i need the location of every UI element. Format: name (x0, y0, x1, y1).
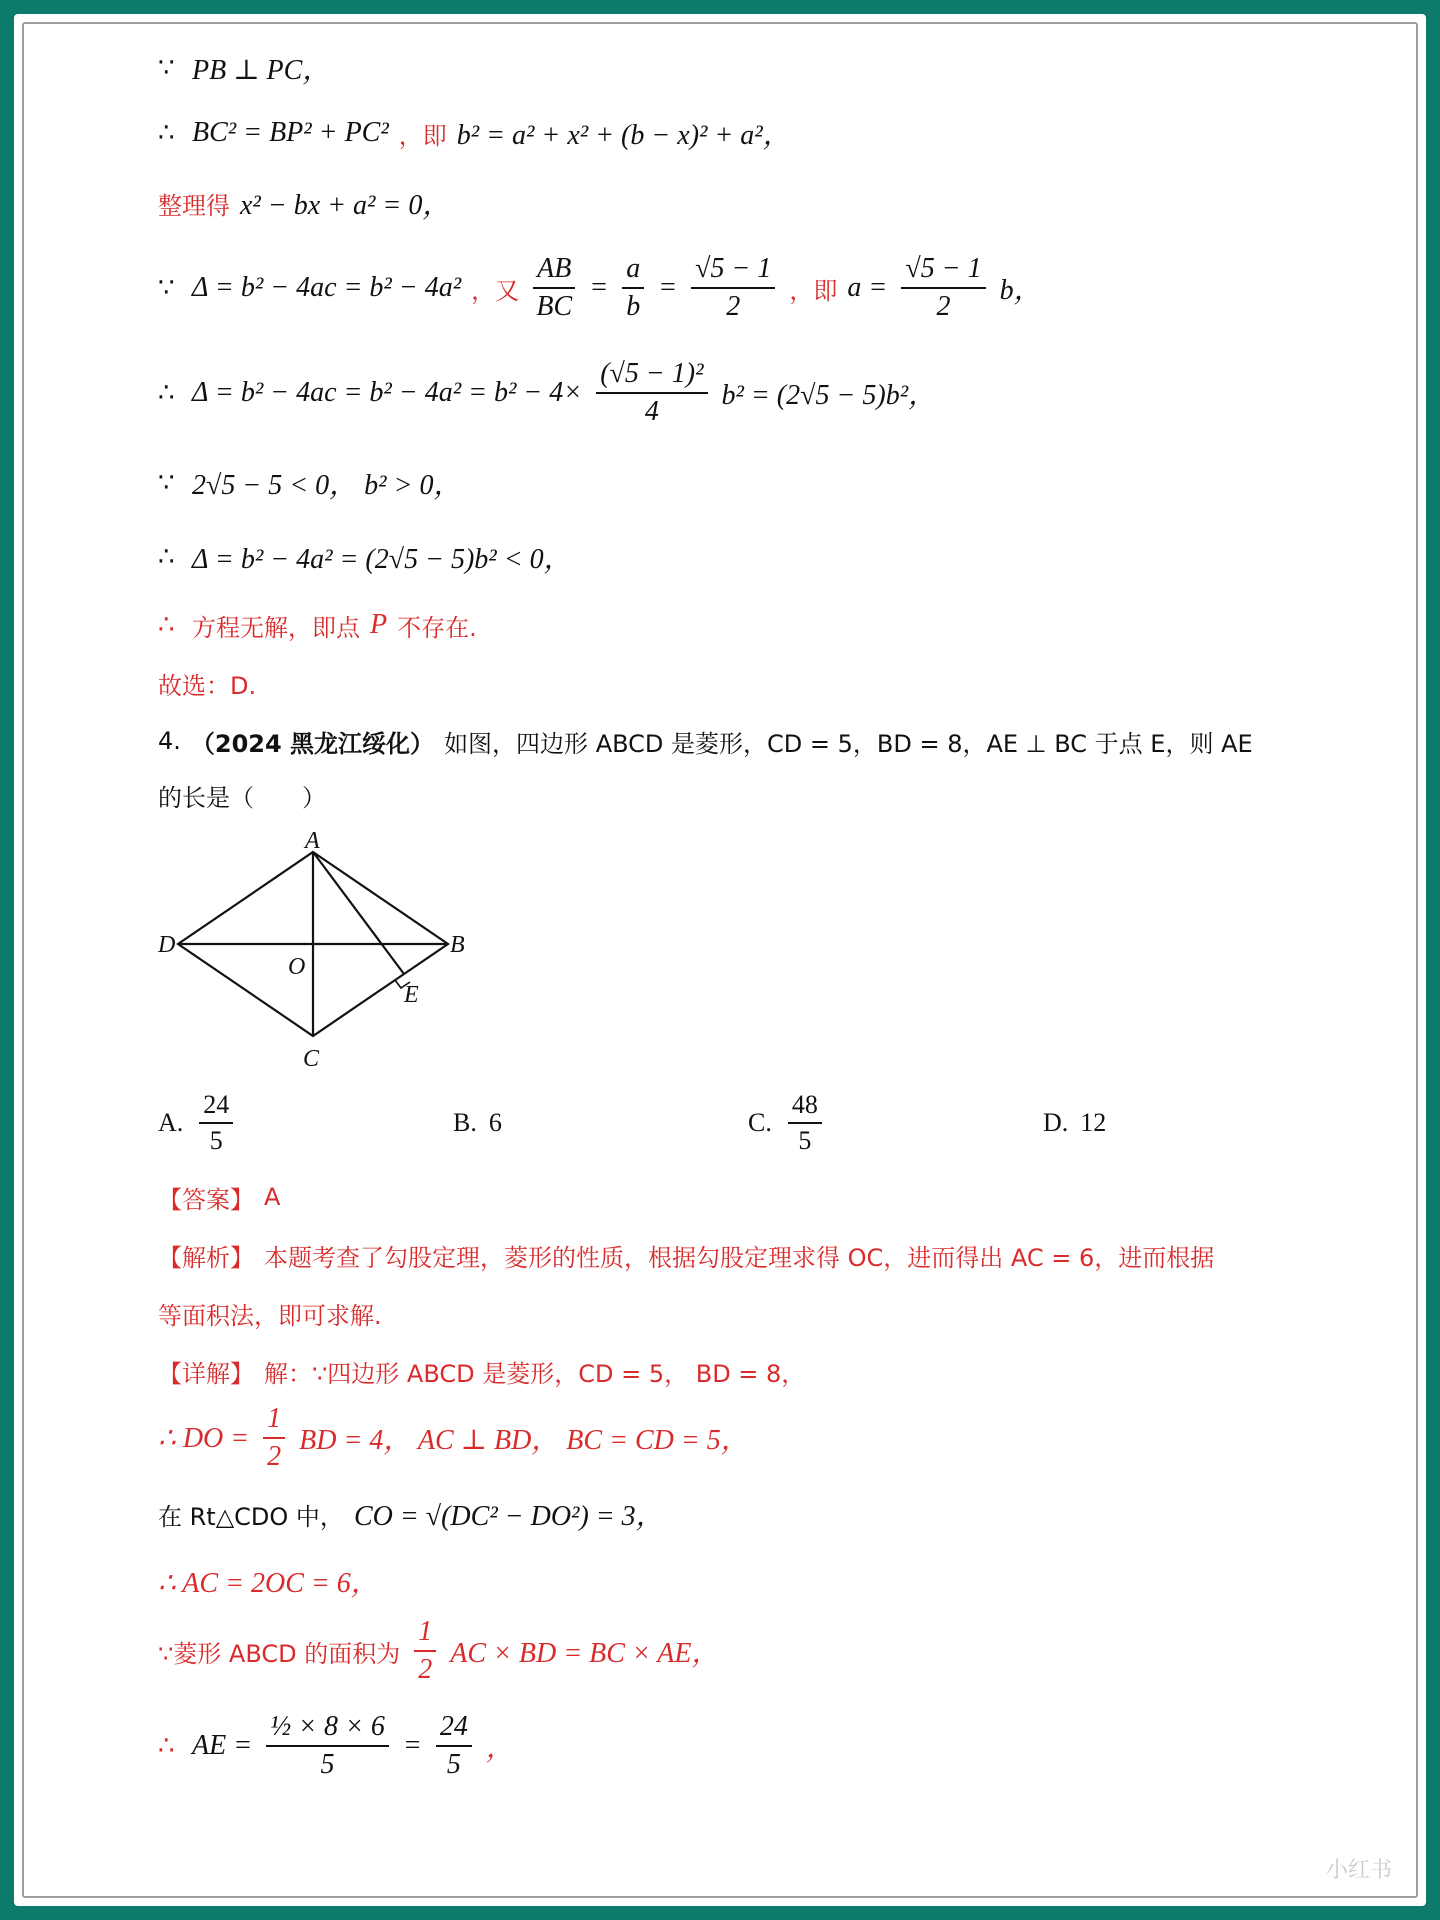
step-sign (158, 448, 1338, 518)
answer-value: A (264, 1183, 281, 1211)
detail-tag: 【详解】 (158, 1359, 254, 1388)
step-pb-perp-pc (158, 38, 1338, 98)
detail-line-4 (158, 1552, 1338, 1610)
fraction-area: $\frac{\text{½ × 8 × 6}}{5}$ (266, 1711, 389, 1781)
math-expr: 2√5 − 5 < 0， b² > 0， (192, 470, 462, 501)
segment-ae (313, 852, 404, 974)
choice-label: D. (1043, 1108, 1069, 1137)
math-expr: ∴ DO = (158, 1423, 250, 1454)
choice-b[interactable] (453, 1108, 748, 1138)
analysis-text: 本题考查了勾股定理，菱形的性质，根据勾股定理求得 OC，进而得出 AC = 6，进而根据 (264, 1243, 1215, 1272)
point-p: P (370, 609, 388, 640)
fraction-half: $\frac{1}{2}$ (263, 1403, 285, 1473)
choice-label: A. (158, 1108, 184, 1137)
therefore-symbol: ∴ (158, 378, 175, 408)
fraction-result: $\frac{24}{5}$ (436, 1711, 472, 1781)
math-expr: Δ = b² − 4a² = (2√5 − 5)b² < 0， (192, 544, 572, 575)
fraction-half: $\frac{1}{2}$ (414, 1616, 436, 1686)
step-delta-negative (158, 518, 1338, 596)
step-no-solution (158, 596, 1338, 654)
choice-c-fraction: $\frac{48}{5}$ (788, 1090, 822, 1156)
analysis-line-1 (158, 1226, 1338, 1284)
choice-a-fraction: $\frac{24}{5}$ (199, 1090, 233, 1156)
watermark: 小红书 (1325, 1858, 1392, 1883)
therefore-symbol: ∴ (158, 118, 175, 148)
detail-line-2 (158, 1400, 1338, 1476)
equals: = (658, 272, 678, 303)
math-expr: b² = a² + x² + (b − x)² + a²， (456, 120, 791, 151)
fraction-ab-bc: $\frac{AB}{BC}$ (533, 253, 575, 323)
question-text: 的长是（ ） (158, 783, 326, 812)
because-symbol: ∵ (158, 273, 175, 303)
fraction-a-b: $\frac{a}{b}$ (622, 253, 644, 323)
step-text: 整理得 (158, 191, 230, 220)
question-number: 4. (158, 727, 181, 755)
math-expr: BD = 4， AC ⊥ BD， BC = CD = 5， (299, 1425, 749, 1456)
solution-content (158, 38, 1338, 1800)
analysis-line-2 (158, 1284, 1338, 1342)
page-frame (14, 14, 1426, 1906)
choice-a[interactable] (158, 1090, 453, 1156)
math-expr: ∴ AC = 2OC = 6， (158, 1568, 379, 1599)
connector-text: ，即 (789, 276, 838, 305)
detail-line-5 (158, 1610, 1338, 1692)
choice-label: B. (453, 1108, 477, 1137)
math-expr: b² = (2√5 − 5)b²， (721, 380, 937, 411)
fraction-squared: $\frac{\text{(√5 − 1)²}}{4}$ (596, 358, 707, 428)
fraction-golden: $\frac{√5 - 1}{2}$ (691, 253, 775, 323)
equals: = (402, 1730, 422, 1761)
step-simplify (158, 168, 1338, 238)
detail-line-3 (158, 1476, 1338, 1552)
math-expr: AE = (192, 1730, 253, 1761)
question-line-2 (158, 770, 1338, 820)
rhombus-figure (158, 828, 478, 1078)
prev-answer (158, 654, 1338, 712)
connector-text: ，即 (398, 121, 447, 150)
step-discriminant (158, 238, 1338, 338)
step-text: 方程无解，即点 (192, 613, 360, 642)
label-o: O (288, 954, 306, 980)
answer-choices (158, 1078, 1338, 1168)
therefore-symbol: ∴ (158, 542, 175, 572)
label-e: E (404, 982, 419, 1008)
math-expr: BC² = BP² + PC² (192, 117, 389, 148)
detail-text: ∵菱形 ABCD 的面积为 (158, 1639, 401, 1668)
therefore-symbol: ∴ (158, 610, 175, 640)
question-line-1 (158, 712, 1338, 770)
rhombus-diagram (158, 828, 478, 1078)
math-expr: CO = √(DC² − DO²) = 3， (353, 1501, 664, 1532)
because-symbol: ∵ (158, 468, 175, 498)
label-b: B (450, 932, 465, 958)
detail-line-6 (158, 1692, 1338, 1800)
math-expr: Δ = b² − 4ac = b² − 4a² = b² − 4× (192, 377, 583, 408)
math-expr: b， (999, 275, 1042, 306)
label-c: C (303, 1046, 320, 1072)
detail-text: 在 Rt△CDO 中， (158, 1502, 344, 1531)
choice-d[interactable] (1043, 1108, 1338, 1138)
label-d: D (158, 932, 176, 958)
answer-tag: 【答案】 (158, 1185, 254, 1214)
math-expr: AC × BD = BC × AE， (450, 1638, 720, 1669)
fraction-golden: $\frac{√5 - 1}{2}$ (901, 253, 985, 323)
math-expr: x² − bx + a² = 0， (240, 190, 451, 221)
choice-c[interactable] (748, 1090, 1043, 1156)
detail-line-1 (158, 1342, 1338, 1400)
answer-text: 故选：D. (158, 671, 257, 700)
because-symbol: ∵ (158, 53, 175, 83)
analysis-text: 等面积法，即可求解. (158, 1301, 382, 1330)
label-a: A (305, 828, 320, 854)
question-source: （2024 黑龙江绥化） (190, 729, 435, 758)
choice-label: C. (748, 1108, 772, 1137)
connector-text: ，又 (471, 276, 520, 305)
step-delta-expanded (158, 338, 1338, 448)
therefore-symbol: ∴ (158, 1731, 175, 1761)
answer-line (158, 1168, 1338, 1226)
step-text: 不存在. (397, 613, 477, 642)
detail-text: 解：∵四边形 ABCD 是菱形，CD = 5， BD = 8， (264, 1359, 806, 1388)
choice-value: 12 (1080, 1108, 1107, 1137)
step-pythagoras (158, 98, 1338, 168)
math-expr: PB ⊥ PC， (192, 55, 331, 86)
analysis-tag: 【解析】 (158, 1243, 254, 1272)
question-text: 如图，四边形 ABCD 是菱形，CD = 5，BD = 8，AE ⊥ BC 于点 E，则 AE (444, 729, 1253, 758)
math-expr: Δ = b² − 4ac = b² − 4a² (192, 272, 462, 303)
equals: = (589, 272, 609, 303)
choice-value: 6 (488, 1108, 502, 1137)
math-expr: a = (847, 272, 888, 303)
punctuation: ， (485, 1733, 514, 1764)
